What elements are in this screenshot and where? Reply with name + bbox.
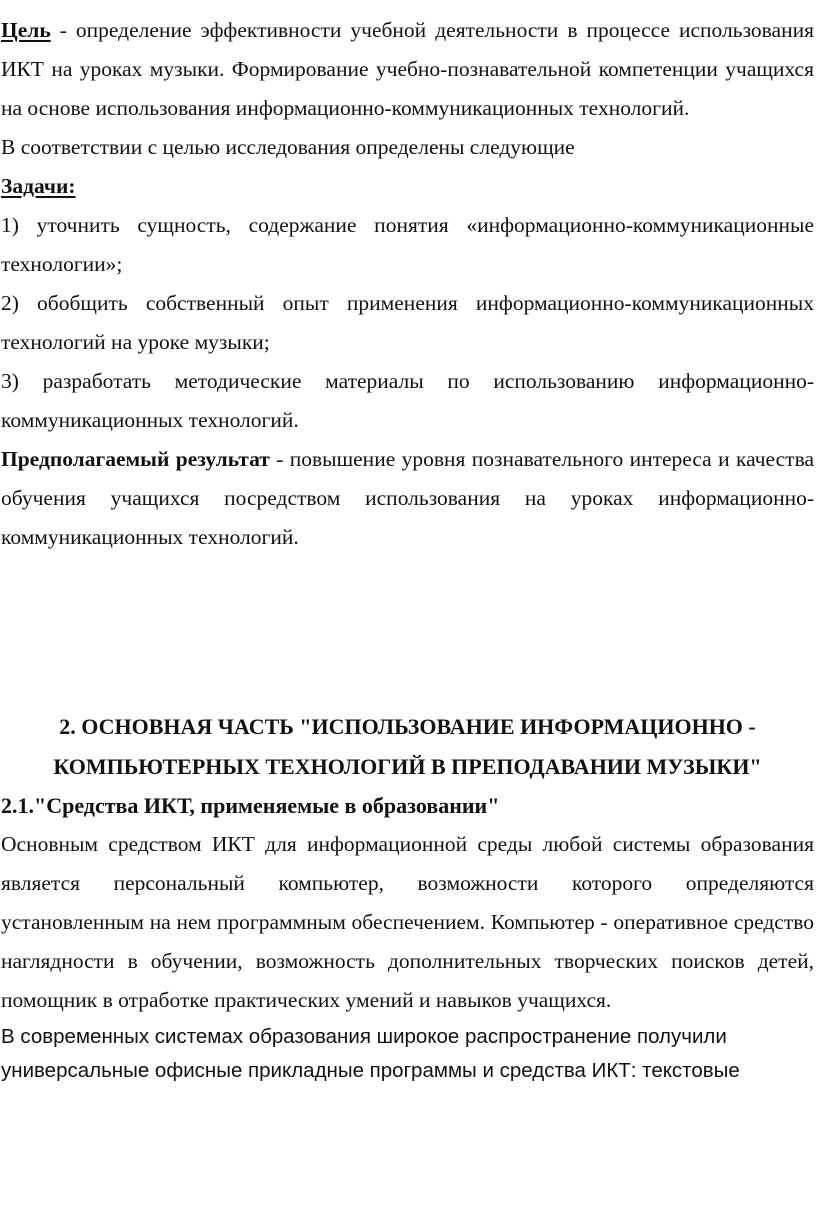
tasks-heading: [1, 167, 814, 206]
section-title-line-1: 2. ОСНОВНАЯ ЧАСТЬ "ИСПОЛЬЗОВАНИЕ ИНФОРМАЦИОННО -: [59, 714, 756, 739]
goal-separator: -: [50, 18, 76, 42]
expected-result-label: Предполагаемый результат: [1, 447, 270, 471]
page-spacer: [1, 557, 814, 707]
task-item-3: 3) разработать методические материалы по использованию информационно-коммуникационных технологий.: [1, 369, 814, 432]
tasks-label: Задачи:: [1, 174, 76, 198]
expected-result-paragraph: [1, 440, 814, 557]
goal-paragraph: [1, 11, 814, 128]
goal-label: Цель: [1, 18, 51, 42]
task-item-1: 1) уточнить сущность, содержание понятия «информационно-коммуникационные технологии»;: [1, 213, 814, 276]
section-paragraph-1: Основным средством ИКТ для информационной среды любой системы образования является персональный компьютер, возможности которого определяются установленным на нем программным обеспечением. Компьютер - оперативное средство наглядности в обучении, возможность дополнительных творческих поисков детей, помощник в отработке практических умений и навыков учащихся.: [1, 832, 814, 1012]
expected-result-text: повышение уровня познавательного интереса и качества обучения учащихся посредством использования на уроках информационно-коммуникационных технологий.: [1, 447, 814, 549]
subsection-title: 2.1."Средства ИКТ, применяемые в образовании": [1, 793, 500, 818]
section-title-line-2: КОМПЬЮТЕРНЫХ ТЕХНОЛОГИЙ В ПРЕПОДАВАНИИ МУЗЫКИ": [53, 754, 762, 779]
intro-sentence: В соответствии с целью исследования определены следующие: [1, 135, 575, 159]
expected-result-separator: -: [269, 447, 290, 471]
goal-text: определение эффективности учебной деятельности в процессе использования ИКТ на уроках музыки. Формирование учебно-познавательной компетенции учащихся на основе использования информационно-коммуникационных технологий.: [1, 18, 814, 120]
section-paragraph-2: В современных системах образования широкое распространение получили универсальные офисные прикладные программы и средства ИКТ: текстовые: [1, 1025, 740, 1082]
task-item-2: 2) обобщить собственный опыт применения информационно-коммуникационных технологий на уроке музыки;: [1, 291, 814, 354]
